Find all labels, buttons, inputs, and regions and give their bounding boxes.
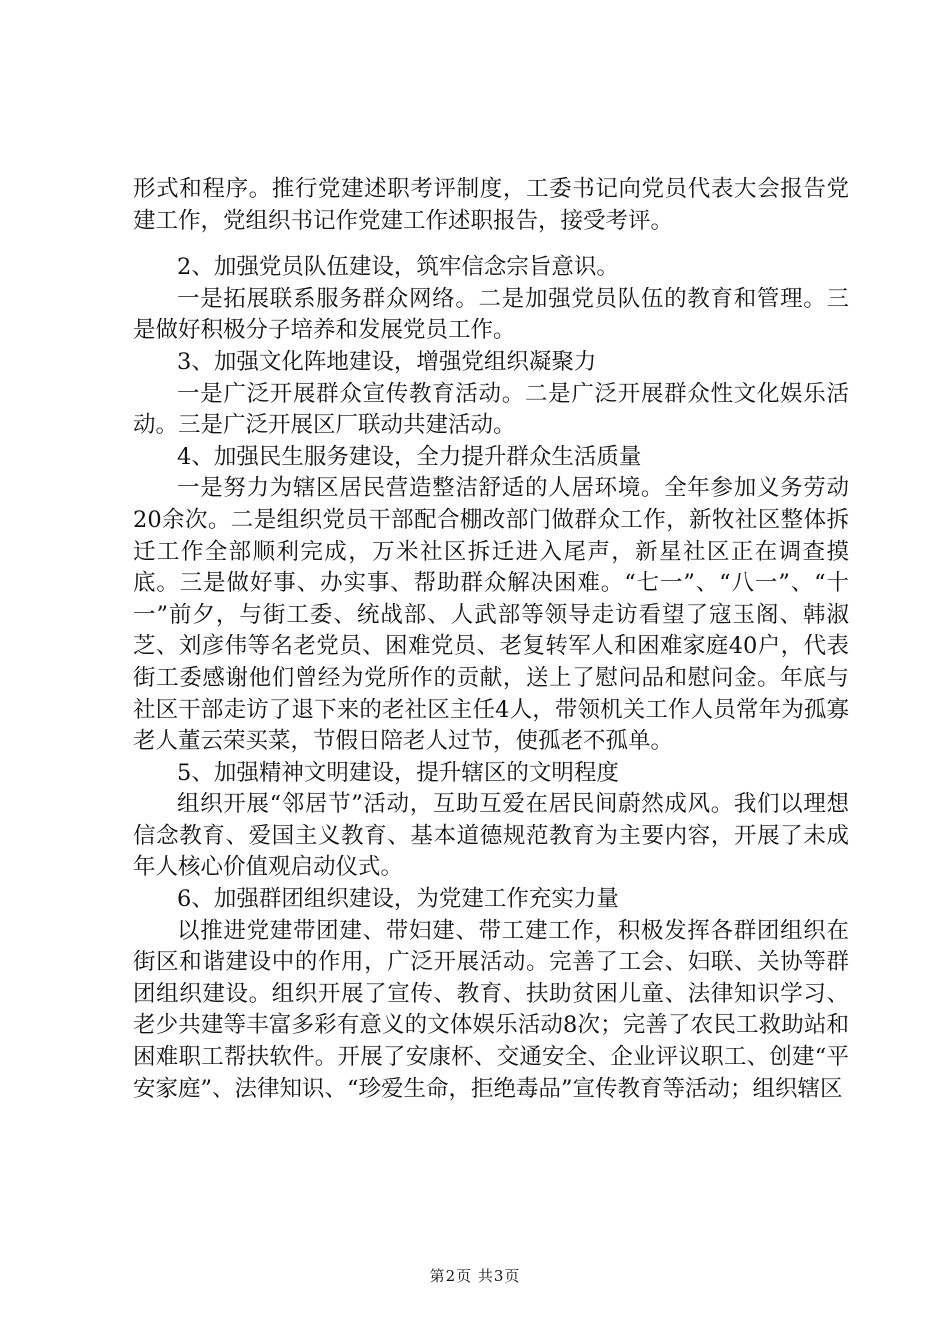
section-heading-6: 6、加强群团组织建设，为党建工作充实力量 bbox=[177, 886, 619, 913]
section-heading-5: 5、加强精神文明建设，提升辖区的文明程度 bbox=[177, 759, 619, 786]
page-number-footer: 第2页 共3页 bbox=[429, 1267, 521, 1285]
section-heading-2: 2、加强党员队伍建设，筑牢信念宗旨意识。 bbox=[177, 254, 619, 281]
section-body-4: 一是努力为辖区居民营造整洁舒适的人居环境。全年参加义务劳动20余次。二是组织党员干部配合棚改部门做群众工作，新牧社区整体拆迁工作全部顺利完成，万米社区拆迁进入尾声，新星社区正在调查摸底。三是做好事、办实事、帮助群众解决困难。“七一”、“八一”、“十一”前夕，与街工委、统战部、人武部等领导走访看望了寇玉阁、韩淑芝、刘彦伟等名老党员、困难党员、老复转军人和困难家庭40户，代表街工委感谢他们曾经为党所作的贡献，送上了慰问品和慰问金。年底与社区干部走访了退下来的老社区主任4人，带领机关工作人员常年为孤寡老人董云荣买菜，节假日陪老人过节，使孤老不孤单。 bbox=[133, 475, 849, 755]
section-heading-3: 3、加强文化阵地建设，增强党组织凝聚力 bbox=[177, 348, 597, 375]
paragraph-continuation: 形式和程序。推行党建述职考评制度，工委书记向党员代表大会报告党建工作，党组织书记作党建工作述职报告，接受考评。 bbox=[133, 176, 849, 234]
section-heading-4: 4、加强民生服务建设，全力提升群众生活质量 bbox=[177, 443, 642, 470]
document-body bbox=[133, 174, 849, 1105]
section-body-6: 以推进党建带团建、带妇建、带工建工作，积极发挥各群团组织在街区和谐建设中的作用，广泛开展活动。完善了工会、妇联、关协等群团组织建设。组织开展了宣传、教育、扶助贫困儿童、法律知识学习、老少共建等丰富多彩有意义的文体娱乐活动8次；完善了农民工救助站和困难职工帮扶软件。开展了安康杯、交通安全、企业评议职工、创建“平安家庭”、法律知识、“珍爱生命，拒绝毒品”宣传教育等活动；组织辖区 bbox=[133, 917, 849, 1102]
section-body-3: 一是广泛开展群众宣传教育活动。二是广泛开展群众性文化娱乐活动。三是广泛开展区厂联动共建活动。 bbox=[133, 380, 849, 439]
section-body-2: 一是拓展联系服务群众网络。二是加强党员队伍的教育和管理。三是做好积极分子培养和发展党员工作。 bbox=[133, 285, 849, 344]
section-body-5: 组织开展“邻居节”活动，互助互爱在居民间蔚然成风。我们以理想信念教育、爱国主义教育、基本道德规范教育为主要内容，开展了未成年人核心价值观启动仪式。 bbox=[133, 791, 849, 881]
